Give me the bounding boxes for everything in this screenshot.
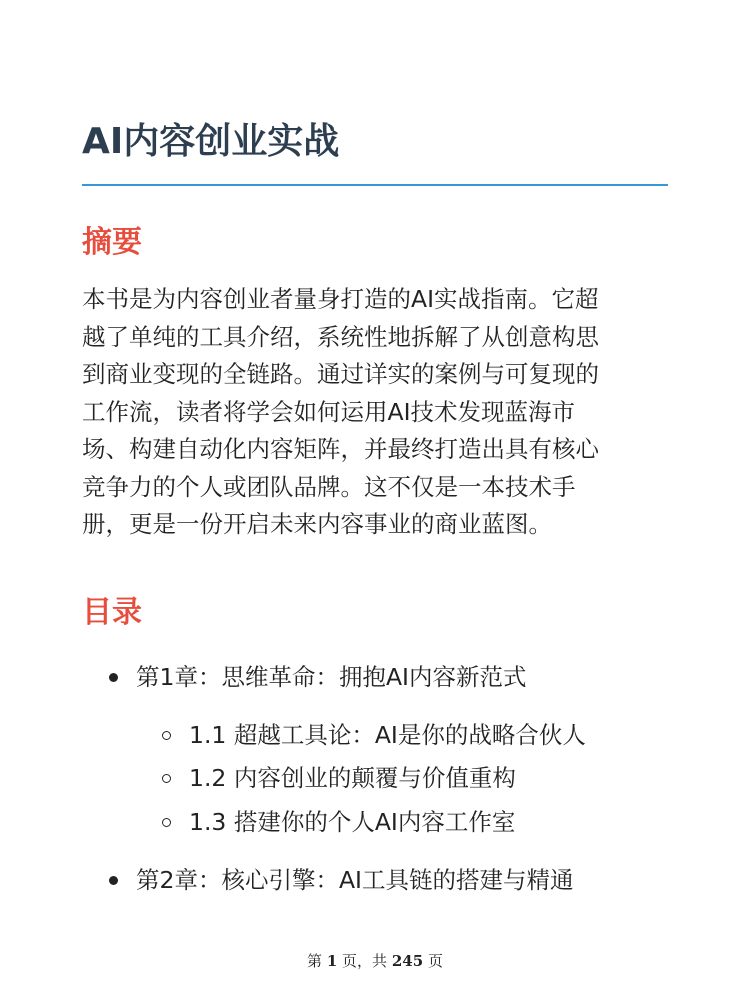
abstract-line: 竞争力的个人或团队品牌。这不仅是一本技术手 [82, 472, 576, 501]
bullet-disc-icon [109, 673, 118, 682]
bullet-circle-icon [162, 731, 171, 740]
total-page-count: 245 [391, 952, 424, 970]
footer-middle: 页，共 [342, 952, 388, 970]
current-page-number: 1 [326, 952, 338, 970]
abstract-line: 本书是为内容创业者量身打造的AI实战指南。它超 [82, 285, 599, 313]
toc-chapter-1[interactable]: 第1章：思维革命：拥抱AI内容新范式 [136, 663, 527, 691]
document-title: AI内容创业实战 [82, 121, 340, 162]
toc-section-1-3[interactable]: 1.3 搭建你的个人AI内容工作室 [189, 808, 516, 836]
bullet-disc-icon [109, 876, 118, 885]
bullet-circle-icon [162, 774, 171, 783]
abstract-line: 场、构建自动化内容矩阵，并最终打造出具有核心 [82, 435, 599, 463]
page-footer [0, 950, 750, 972]
footer-suffix: 页 [427, 952, 443, 970]
toc-heading: 目录 [82, 595, 142, 630]
bullet-circle-icon [162, 818, 171, 827]
toc-chapter-2[interactable]: 第2章：核心引擎：AI工具链的搭建与精通 [136, 866, 574, 894]
title-divider [82, 184, 668, 186]
footer-prefix: 第 [307, 952, 323, 970]
toc-section-1-2[interactable]: 1.2 内容创业的颠覆与价值重构 [189, 764, 516, 792]
toc-section-1-1[interactable]: 1.1 超越工具论：AI是你的战略合伙人 [189, 721, 586, 749]
abstract-line: 工作流，读者将学会如何运用AI技术发现蓝海市 [82, 397, 576, 426]
abstract-line: 越了单纯的工具介绍，系统性地拆解了从创意构思 [82, 322, 599, 351]
abstract-line: 到商业变现的全链路。通过详实的案例与可复现的 [82, 360, 599, 388]
abstract-line: 册，更是一份开启未来内容事业的商业蓝图。 [82, 510, 552, 538]
abstract-paragraph [82, 281, 672, 544]
abstract-heading: 摘要 [82, 225, 142, 260]
